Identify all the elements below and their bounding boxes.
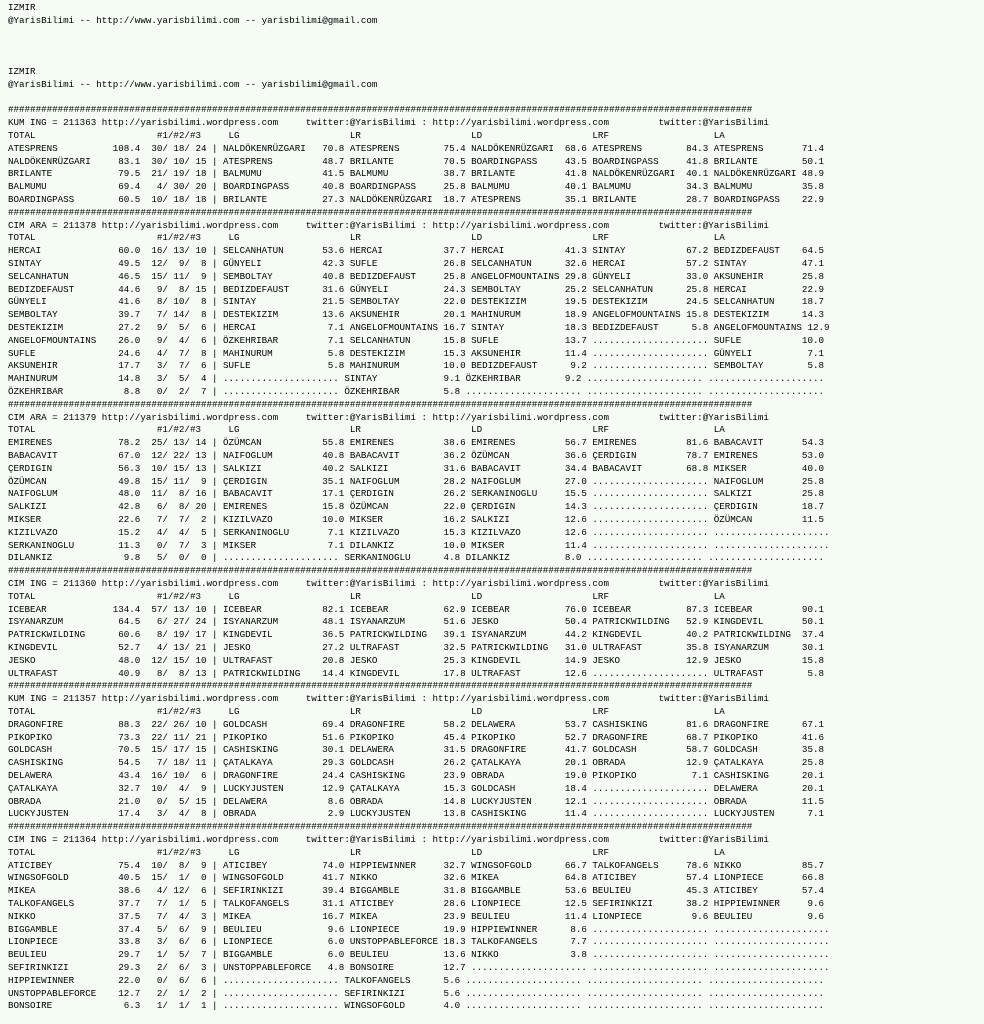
table-row: ÖZKEHRIBAR 8.8 0/ 2/ 7 | ..................... ÖZKEHRIBAR 5.8 ..................... ..................... .....................	[8, 386, 824, 397]
table-header-row: TOTAL #1/#2/#3 LG LR LD LRF LA	[8, 590, 725, 602]
table-row: SEFIRINKIZI 29.3 2/ 6/ 3 | UNSTOPPABLEFORCE 4.8 BONSOIRE 12.7 ..................... ..................... .....................	[8, 962, 830, 973]
table-row: CASHISKING 54.5 7/ 18/ 11 | ÇATALKAYA 29.3 GOLDCASH 26.2 ÇATALKAYA 20.1 OBRADA 12.9 ÇATALKAYA 25.8	[8, 757, 824, 769]
table-row: DELAWERA 43.4 16/ 10/ 6 | DRAGONFIRE 24.4 CASHISKING 23.9 OBRADA 19.0 PIKOPIKO 7.1 CASHISKING 20.1	[8, 770, 824, 781]
table-row: SEMBOLTAY 39.7 7/ 14/ 8 | DESTEKIZIM 13.6 AKSUNEHIR 20.1 MAHINURUM 18.9 ANGELOFMOUNTAINS 15.8 DESTEKIZIM 14.3	[8, 309, 824, 321]
table-row: UNSTOPPABLEFORCE 12.7 2/ 1/ 2 | ..................... SEFIRINKIZI 5.6 ..................... ..................... .....................	[8, 987, 824, 999]
table-row: BRILANTE 79.5 21/ 19/ 18 | BALMUMU 41.5 BALMUMU 38.7 BRILANTE 41.8 NALDÖKENRÜZGARI 40.1 NALDÖKENRÜZGARI 48.9	[8, 168, 824, 180]
table-row: ÖZÜMCAN 49.8 15/ 11/ 9 | ÇERDIGIN 35.1 NAIFOGLUM 28.2 NAIFOGLUM 27.0 ..................... NAIFOGLUM 25.8	[8, 475, 824, 487]
table-row: BOARDINGPASS 60.5 10/ 18/ 18 | BRILANTE 27.3 NALDÖKENRÜZGARI 18.7 ATESPRENS 35.1 BRILANTE 28.7 BOARDINGPASS 22.9	[8, 194, 824, 205]
table-row: NAIFOGLUM 48.0 11/ 8/ 16 | BABACAVIT 17.1 ÇERDIGIN 26.2 SERKANINOGLU 15.5 ..................... SALKIZI 25.8	[8, 488, 824, 500]
table-row: PIKOPIKO 73.3 22/ 11/ 21 | PIKOPIKO 51.6 PIKOPIKO 45.4 PIKOPIKO 52.7 DRAGONFIRE 68.7 PIKOPIKO 41.6	[8, 731, 824, 743]
table-row: PATRICKWILDING 60.6 8/ 19/ 17 | KINGDEVIL 36.5 PATRICKWILDING 39.1 ISYANARZUM 44.2 KINGDEVIL 40.2 PATRICKWILDING 37.4	[8, 629, 824, 641]
table-row: DILANKIZ 9.8 5/ 0/ 0 | ..................... SERKANINOGLU 4.8 DILANKIZ 8.0 ..................... .....................	[8, 552, 824, 564]
table-row: KIZILVAZO 15.2 4/ 4/ 5 | SERKANINOGLU 7.1 KIZILVAZO 15.3 KIZILVAZO 12.6 ..................... .....................	[8, 526, 830, 538]
table-row: ISYANARZUM 64.5 6/ 27/ 24 | ISYANARZUM 48.1 ISYANARZUM 51.6 JESKO 50.4 PATRICKWILDING 52.9 KINGDEVIL 50.1	[8, 616, 824, 628]
section-title: CIM ING = 211360 http://yarisbilimi.wordpress.com twitter:@YarisBilimi : http://yarisbilimi.wordpress.com twitter:@YarisBilimi	[8, 578, 769, 589]
table-row: HERCAI 60.0 16/ 13/ 10 | SELCANHATUN 53.6 HERCAI 37.7 HERCAI 41.3 SINTAY 67.2 BEDIZDEFAUST 64.5	[8, 245, 824, 257]
table-row: LUCKYJUSTEN 17.4 3/ 4/ 8 | OBRADA 2.9 LUCKYJUSTEN 13.8 CASHISKING 11.4 ..................... LUCKYJUSTEN 7.1	[8, 808, 824, 820]
table-row: ATICIBEY 75.4 10/ 8/ 9 | ATICIBEY 74.0 HIPPIEWINNER 32.7 WINGSOFGOLD 66.7 TALKOFANGELS 78.6 NIKKO 85.7	[8, 859, 824, 871]
section-separator: #######################################################################################################################################	[8, 680, 753, 692]
section-separator: #######################################################################################################################################	[8, 821, 753, 833]
table-row: SERKANINOGLU 11.3 0/ 7/ 3 | MIKSER 7.1 DILANKIZ 10.0 MIKSER 11.4 ..................... .....................	[8, 539, 830, 551]
table-row: GÜNYELI 41.6 8/ 10/ 8 | SINTAY 21.5 SEMBOLTAY 22.0 DESTEKIZIM 19.5 DESTEKIZIM 24.5 SELCANHATUN 18.7	[8, 296, 824, 308]
table-row: DRAGONFIRE 88.3 22/ 26/ 10 | GOLDCASH 69.4 DRAGONFIRE 58.2 DELAWERA 53.7 CASHISKING 81.6 DRAGONFIRE 67.1	[8, 718, 824, 730]
header-contact: @YarisBilimi -- http://www.yarisbilimi.com -- yarisbilimi@gmail.com	[8, 14, 378, 26]
table-row: BEDIZDEFAUST 44.6 9/ 8/ 15 | BEDIZDEFAUST 31.6 GÜNYELI 24.3 SEMBOLTAY 25.2 SELCANHATUN 25.8 HERCAI 22.9	[8, 283, 824, 295]
section-title: KUM ING = 211363 http://yarisbilimi.wordpress.com twitter:@YarisBilimi : http://yarisbilimi.wordpress.com twitter:@YarisBilimi	[8, 117, 769, 129]
table-row: NALDÖKENRÜZGARI 83.1 30/ 10/ 15 | ATESPRENS 48.7 BRILANTE 70.5 BOARDINGPASS 43.5 BOARDINGPASS 41.8 BRILANTE 50.1	[8, 155, 824, 167]
header-contact: @YarisBilimi -- http://www.yarisbilimi.com -- yarisbilimi@gmail.com	[8, 78, 378, 90]
table-row: ATESPRENS 108.4 30/ 18/ 24 | NALDÖKENRÜZGARI 70.8 ATESPRENS 75.4 NALDÖKENRÜZGARI 68.6 ATESPRENS 84.3 ATESPRENS 71.4	[8, 142, 824, 154]
table-row: ULTRAFAST 40.9 8/ 8/ 13 | PATRICKWILDING 14.4 KINGDEVIL 17.8 ULTRAFAST 12.6 ..................... ULTRAFAST 5.8	[8, 667, 824, 679]
table-row: GOLDCASH 70.5 15/ 17/ 15 | CASHISKING 30.1 DELAWERA 31.5 DRAGONFIRE 41.7 GOLDCASH 58.7 GOLDCASH 35.8	[8, 744, 824, 756]
table-row: WINGSOFGOLD 40.5 15/ 1/ 0 | WINGSOFGOLD 41.7 NIKKO 32.6 MIKEA 64.8 ATICIBEY 57.4 LIONPIECE 66.8	[8, 872, 824, 884]
table-row: AKSUNEHIR 17.7 3/ 7/ 6 | SUFLE 5.8 MAHINURUM 10.0 BEDIZDEFAUST 9.2 ..................... SEMBOLTAY 5.8	[8, 360, 824, 372]
table-row: MAHINURUM 14.8 3/ 5/ 4 | ..................... SINTAY 9.1 ÖZKEHRIBAR 9.2 ..................... .....................	[8, 373, 824, 385]
table-row: NIKKO 37.5 7/ 4/ 3 | MIKEA 16.7 MIKEA 23.9 BEULIEU 11.4 LIONPIECE 9.6 BEULIEU 9.6	[8, 910, 824, 922]
table-row: EMIRENES 78.2 25/ 13/ 14 | ÖZÜMCAN 55.8 EMIRENES 38.6 EMIRENES 56.7 EMIRENES 81.6 BABACAVIT 54.3	[8, 437, 824, 449]
table-row: ANGELOFMOUNTAINS 26.0 9/ 4/ 6 | ÖZKEHRIBAR 7.1 SELCANHATUN 15.8 SUFLE 13.7 ..................... SUFLE 10.0	[8, 334, 824, 346]
table-row: DESTEKIZIM 27.2 9/ 5/ 6 | HERCAI 7.1 ANGELOFMOUNTAINS 16.7 SINTAY 18.3 BEDIZDEFAUST 5.8 ANGELOFMOUNTAINS 12.9	[8, 322, 830, 333]
table-row: SINTAY 49.5 12/ 9/ 8 | GÜNYELI 42.3 SUFLE 26.8 SELCANHATUN 32.6 HERCAI 57.2 SINTAY 47.1	[8, 258, 824, 269]
table-header-row: TOTAL #1/#2/#3 LG LR LD LRF LA	[8, 130, 725, 141]
section-separator: #######################################################################################################################################	[8, 104, 753, 116]
section-separator: #######################################################################################################################################	[8, 206, 753, 218]
table-row: LIONPIECE 33.8 3/ 6/ 6 | LIONPIECE 6.0 UNSTOPPABLEFORCE 18.3 TALKOFANGELS 7.7 ..................... .....................	[8, 936, 830, 948]
table-row: KINGDEVIL 52.7 4/ 13/ 21 | JESKO 27.2 ULTRAFAST 32.5 PATRICKWILDING 31.0 ULTRAFAST 35.8 ISYANARZUM 30.1	[8, 642, 824, 653]
table-header-row: TOTAL #1/#2/#3 LG LR LD LRF LA	[8, 706, 725, 717]
table-row: HIPPIEWINNER 22.0 0/ 6/ 6 | ..................... TALKOFANGELS 5.6 ..................... ..................... .....................	[8, 974, 824, 986]
section-separator: #######################################################################################################################################	[8, 398, 753, 410]
table-header-row: TOTAL #1/#2/#3 LG LR LD LRF LA	[8, 846, 725, 858]
section-title: KUM ING = 211357 http://yarisbilimi.wordpress.com twitter:@YarisBilimi : http://yarisbilimi.wordpress.com twitter:@YarisBilimi	[8, 693, 769, 705]
section-title: CIM ARA = 211379 http://yarisbilimi.wordpress.com twitter:@YarisBilimi : http://yarisbilimi.wordpress.com twitter:@YarisBilimi	[8, 411, 769, 423]
section-title: CIM ARA = 211378 http://yarisbilimi.wordpress.com twitter:@YarisBilimi : http://yarisbilimi.wordpress.com twitter:@YarisBilimi	[8, 219, 769, 231]
section-title: CIM ING = 211364 http://yarisbilimi.wordpress.com twitter:@YarisBilimi : http://yarisbilimi.wordpress.com twitter:@YarisBilimi	[8, 834, 769, 845]
table-row: SELCANHATUN 46.5 15/ 11/ 9 | SEMBOLTAY 40.8 BEDIZDEFAUST 25.8 ANGELOFMOUNTAINS 29.8 GÜNYELI 33.0 AKSUNEHIR 25.8	[8, 270, 824, 282]
table-header-row: TOTAL #1/#2/#3 LG LR LD LRF LA	[8, 232, 725, 244]
table-header-row: TOTAL #1/#2/#3 LG LR LD LRF LA	[8, 424, 725, 436]
table-row: BABACAVIT 67.0 12/ 22/ 13 | NAIFOGLUM 40.8 BABACAVIT 36.2 ÖZÜMCAN 36.6 ÇERDIGIN 78.7 EMIRENES 53.0	[8, 450, 824, 461]
table-row: TALKOFANGELS 37.7 7/ 1/ 5 | TALKOFANGELS 31.1 ATICIBEY 28.6 LIONPIECE 12.5 SEFIRINKIZI 38.2 HIPPIEWINNER 9.6	[8, 898, 824, 909]
table-row: BEULIEU 29.7 1/ 5/ 7 | BIGGAMBLE 6.0 BEULIEU 13.6 NIKKO 3.8 ..................... .....................	[8, 949, 830, 961]
table-row: OBRADA 21.0 0/ 5/ 15 | DELAWERA 8.6 OBRADA 14.8 LUCKYJUSTEN 12.1 ..................... OBRADA 11.5	[8, 795, 824, 807]
table-row: BIGGAMBLE 37.4 5/ 6/ 9 | BEULIEU 9.6 LIONPIECE 19.9 HIPPIEWINNER 8.6 ..................... .....................	[8, 923, 830, 935]
table-row: ÇATALKAYA 32.7 10/ 4/ 9 | LUCKYJUSTEN 12.9 ÇATALKAYA 15.3 GOLDCASH 18.4 ..................... DELAWERA 20.1	[8, 782, 824, 794]
table-row: ICEBEAR 134.4 57/ 13/ 10 | ICEBEAR 82.1 ICEBEAR 62.9 ICEBEAR 76.0 ICEBEAR 87.3 ICEBEAR 90.1	[8, 603, 824, 615]
table-row: ÇERDIGIN 56.3 10/ 15/ 13 | SALKIZI 40.2 SALKIZI 31.6 BABACAVIT 34.4 BABACAVIT 68.8 MIKSER 40.0	[8, 462, 824, 474]
table-row: SUFLE 24.6 4/ 7/ 8 | MAHINURUM 5.8 DESTEKIZIM 15.3 AKSUNEHIR 11.4 ..................... GÜNYELI 7.1	[8, 347, 824, 359]
header-city: IZMIR	[8, 2, 36, 13]
table-row: BALMUMU 69.4 4/ 30/ 20 | BOARDINGPASS 40.8 BOARDINGPASS 25.8 BALMUMU 40.1 BALMUMU 34.3 BALMUMU 35.8	[8, 181, 824, 193]
header-city: IZMIR	[8, 66, 36, 77]
section-separator: #######################################################################################################################################	[8, 565, 753, 577]
table-row: JESKO 48.0 12/ 15/ 10 | ULTRAFAST 20.8 JESKO 25.3 KINGDEVIL 14.9 JESKO 12.9 JESKO 15.8	[8, 654, 824, 666]
table-row: MIKEA 38.6 4/ 12/ 6 | SEFIRINKIZI 39.4 BIGGAMBLE 31.8 BIGGAMBLE 53.6 BEULIEU 45.3 ATICIBEY 57.4	[8, 885, 824, 897]
table-row: SALKIZI 42.8 6/ 8/ 20 | EMIRENES 15.8 ÖZÜMCAN 22.0 ÇERDIGIN 14.3 ..................... ÇERDIGIN 18.7	[8, 501, 824, 513]
table-row: BONSOIRE 6.3 1/ 1/ 1 | ..................... WINGSOFGOLD 4.0 ..................... ..................... .....................	[8, 1000, 824, 1012]
table-row: MIKSER 22.6 7/ 7/ 2 | KIZILVAZO 10.0 MIKSER 16.2 SALKIZI 12.6 ..................... ÖZÜMCAN 11.5	[8, 514, 824, 525]
